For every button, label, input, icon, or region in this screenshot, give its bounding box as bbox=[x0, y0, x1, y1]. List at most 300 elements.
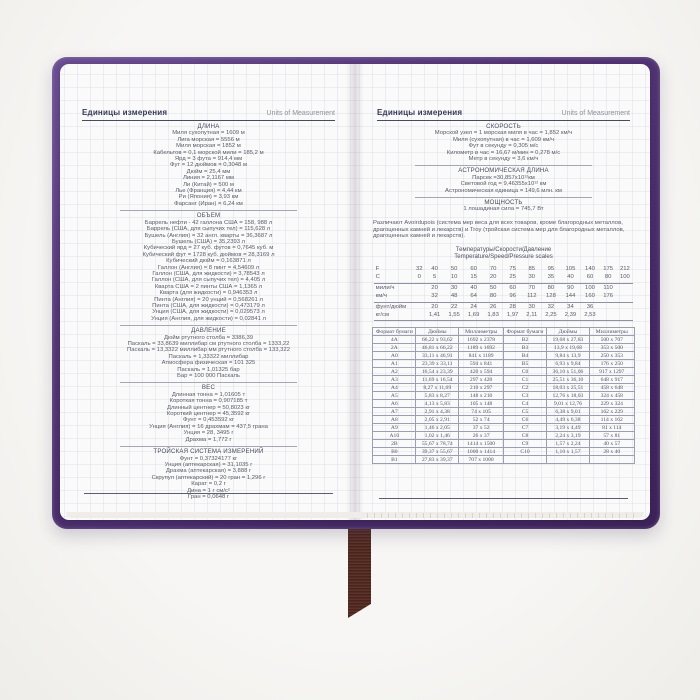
conversion-line: Миля сухопутная = 1609 м bbox=[172, 130, 245, 137]
paper-table-cell: B4 bbox=[503, 352, 546, 360]
conversion-line: Километр в час = 16,67 м/мин = 0,278 м/с bbox=[446, 149, 561, 156]
scales-value: 90 bbox=[567, 284, 574, 291]
paper-table-header: Формат бумаги bbox=[373, 328, 416, 336]
scales-value bbox=[616, 311, 633, 321]
conversion-line: Галлон (Англия) = 8 пинт = 4,54609 л bbox=[157, 264, 260, 271]
conversion-line: Унция (США, для жидкости) = 0,029573 л bbox=[152, 309, 265, 316]
paper-table-cell: 707 x 1000 bbox=[459, 456, 504, 464]
scales-value: 50 bbox=[489, 284, 497, 291]
conversion-line: Фут = 12 дюймов = 0,3048 м bbox=[169, 162, 248, 169]
scales-value: 36 bbox=[586, 303, 594, 310]
paper-table-cell: 420 x 594 bbox=[459, 368, 504, 376]
conversion-line: Кубический ярд = 27 куб. футов = 0,7645 куб. м bbox=[143, 245, 274, 252]
conversion-line: Морской узел = 1 морская миля в час = 1,852 км/ч bbox=[434, 130, 573, 137]
scales-value: 70 bbox=[528, 284, 536, 291]
right-page-bottom-rule bbox=[379, 498, 628, 499]
paper-table-cell: 6,38 x 9,01 bbox=[546, 408, 589, 416]
scales-value: 2,11 bbox=[522, 311, 541, 321]
paper-table-cell: 1,02 x 1,46 bbox=[416, 432, 459, 440]
conversion-line: Баррель нефти - 42 галлона США = 158, 988 л bbox=[144, 219, 273, 226]
scales-value: 35 bbox=[541, 273, 561, 283]
paper-table-cell: 1000 x 1414 bbox=[459, 448, 504, 456]
conversion-line: Фунт = 0,37324177 кг bbox=[179, 455, 238, 462]
left-page bbox=[60, 64, 355, 520]
scales-value bbox=[414, 302, 425, 311]
scales-row bbox=[374, 265, 634, 273]
conversion-line: Дюйм ртутного столба = 3386,39 bbox=[163, 334, 254, 341]
paper-table-cell: A0 bbox=[373, 352, 416, 360]
conversion-line: Астрономическая единица = 149,6 млн. км bbox=[445, 187, 562, 194]
scales-row-label: кг/см bbox=[374, 311, 414, 321]
scales-value: 1,69 bbox=[464, 311, 484, 321]
section-title: МОЩНОСТЬ bbox=[484, 199, 523, 207]
conversion-line: Линия = 2,1167 мм bbox=[183, 175, 234, 182]
conversion-line: Длинная тонна = 1,01605 т bbox=[171, 391, 246, 398]
paper-table-row bbox=[373, 408, 634, 416]
paper-table-cell: 4A bbox=[373, 336, 416, 344]
scales-value: 105 bbox=[565, 265, 576, 272]
paper-table-cell: 52 x 74 bbox=[459, 416, 504, 424]
paper-table-cell: 74 x 105 bbox=[459, 408, 504, 416]
measure-section bbox=[371, 124, 636, 162]
paper-table-cell: 66,22 x 93,62 bbox=[416, 336, 459, 344]
paper-table-cell: C0 bbox=[503, 368, 546, 376]
paper-table-cell: A1 bbox=[373, 360, 416, 368]
scales-row bbox=[374, 302, 634, 311]
paper-table-cell: A4 bbox=[373, 384, 416, 392]
paper-table-cell: 594 x 841 bbox=[459, 360, 504, 368]
section-divider bbox=[415, 165, 592, 166]
paper-table-cell: 39,37 x 55,67 bbox=[416, 448, 459, 456]
scales-value: 34 bbox=[567, 303, 574, 310]
conversion-line: Унция (Англия) = 16 драхмам = 437,5 грана bbox=[149, 423, 268, 430]
scales-row bbox=[374, 283, 634, 292]
scales-value: 2,39 bbox=[561, 311, 581, 321]
scales-value: 100 bbox=[616, 273, 633, 283]
paper-table-row bbox=[373, 448, 634, 456]
paper-table-row bbox=[373, 344, 634, 352]
scales-row-label: C bbox=[374, 273, 414, 283]
scales-heading-en: Temperature/Speed/Pressure scales bbox=[454, 252, 553, 260]
conversion-line: Лига морская = 5556 м bbox=[177, 136, 240, 143]
paper-table-row bbox=[373, 360, 634, 368]
paper-table-cell: 917 x 1297 bbox=[589, 368, 634, 376]
measure-section bbox=[371, 200, 636, 213]
paper-table-cell: 81 x 114 bbox=[589, 424, 634, 432]
conversion-line: Унция = 28, 3495 г bbox=[183, 430, 234, 437]
scales-value bbox=[616, 292, 633, 302]
scales-value: 40 bbox=[470, 284, 477, 291]
left-page-title-en: Units of Measurement bbox=[266, 110, 335, 117]
paper-table-header: Миллиметры bbox=[459, 328, 504, 336]
paper-table-cell: 4,49 x 6,38 bbox=[546, 416, 589, 424]
paper-table-cell bbox=[503, 456, 546, 464]
conversion-line: Парсек =30,857x10¹²км bbox=[472, 174, 535, 181]
scales-value: 15 bbox=[464, 273, 484, 283]
scales-value: 144 bbox=[561, 292, 581, 302]
scales-value: 30 bbox=[522, 273, 541, 283]
conversion-line: Кабельтов = 0,1 морской мили = 185,2 м bbox=[153, 149, 264, 156]
paper-table-header-row bbox=[373, 328, 634, 336]
conversion-line: Паскаль = 1,33322 миллибар bbox=[168, 353, 249, 360]
scales-value: 32 bbox=[547, 303, 555, 310]
paper-table-cell: A8 bbox=[373, 416, 416, 424]
conversion-line: Дюйм = 25,4 мм bbox=[186, 168, 231, 175]
scales-value: 1,97 bbox=[503, 311, 523, 321]
conversion-line: Дина = 1 г см/с² bbox=[187, 487, 230, 494]
right-page-content bbox=[371, 124, 636, 464]
scales-value: 75 bbox=[509, 265, 516, 272]
conversion-line: Метр в секунду = 3,6 км/ч bbox=[468, 156, 539, 163]
paper-table-cell: A6 bbox=[373, 400, 416, 408]
paper-table-cell: 13,9 x 19,68 bbox=[546, 344, 589, 352]
paper-table-cell: 57 x 81 bbox=[589, 432, 634, 440]
paper-table-cell: 37 x 52 bbox=[459, 424, 504, 432]
right-page bbox=[355, 64, 650, 520]
scales-value bbox=[616, 283, 633, 292]
paper-table-cell: 18,03 x 25,51 bbox=[546, 384, 589, 392]
scales-value: 176 bbox=[600, 292, 617, 302]
scales-row bbox=[374, 311, 634, 321]
paper-table-cell: 2,05 x 2,91 bbox=[416, 416, 459, 424]
paper-table-header: Дюймы bbox=[546, 328, 589, 336]
paper-table-cell: 55,67 x 78,74 bbox=[416, 440, 459, 448]
scales-value bbox=[414, 283, 425, 292]
paper-table-header: Дюймы bbox=[416, 328, 459, 336]
scales-value: 60 bbox=[470, 265, 477, 272]
left-page-title-ru: Единицы измерения bbox=[82, 108, 168, 117]
paper-table-cell: 23,39 x 33,11 bbox=[416, 360, 459, 368]
scales-row-label: F bbox=[375, 265, 380, 272]
scales-value: 0 bbox=[414, 273, 425, 283]
paper-table-cell: 162 x 229 bbox=[589, 408, 634, 416]
section-divider bbox=[120, 446, 297, 447]
scales-value: 48 bbox=[444, 292, 464, 302]
conversion-line: Бушель (Англия) = 32 англ. кварты = 36,3687 л bbox=[144, 232, 273, 239]
scales-row-label: км/ч bbox=[374, 292, 414, 302]
section-title: ОБЪЕМ bbox=[196, 212, 221, 220]
paper-table-cell: A5 bbox=[373, 392, 416, 400]
paper-table-row bbox=[373, 392, 634, 400]
paper-table-cell bbox=[546, 456, 589, 464]
scales-value: 26 bbox=[489, 303, 497, 310]
paper-table-cell: 40 x 57 bbox=[589, 440, 634, 448]
conversion-line: Ли (Китай) = 500 м bbox=[183, 181, 234, 188]
paper-table-cell: A10 bbox=[373, 432, 416, 440]
right-page-title-ru: Единицы измерения bbox=[377, 108, 463, 117]
paper-table-cell: 176 x 250 bbox=[589, 360, 634, 368]
scales-value: 112 bbox=[522, 292, 541, 302]
paper-table-cell: C3 bbox=[503, 392, 546, 400]
section-title: АСТРОНОМИЧЕСКАЯ ДЛИНА bbox=[458, 167, 549, 175]
conversion-line: Лье (Франция) = 4,44 км bbox=[175, 188, 242, 195]
paper-table-cell: 2B bbox=[373, 440, 416, 448]
scales-value: 50 bbox=[450, 265, 458, 272]
conversion-line: Пинта (США, для жидкости) = 0,473179 л bbox=[152, 302, 265, 309]
conversion-line: Ри (Япония) = 3,93 км bbox=[178, 194, 239, 201]
section-title: ДАВЛЕНИЕ bbox=[191, 327, 226, 335]
conversion-line: Кварта (для жидкости) = 0,946353 л bbox=[159, 290, 258, 297]
scales-value: 1,55 bbox=[444, 311, 464, 321]
paper-table-cell: 27,83 x 39,37 bbox=[416, 456, 459, 464]
paper-table-cell: 114 x 162 bbox=[589, 416, 634, 424]
left-page-bottom-rule bbox=[84, 493, 333, 494]
paper-table-row bbox=[373, 456, 634, 464]
scales-value: 110 bbox=[603, 284, 613, 291]
paper-table-cell: 8,27 x 11,69 bbox=[416, 384, 459, 392]
scales-value: 40 bbox=[431, 265, 438, 272]
scales-value: 64 bbox=[464, 292, 484, 302]
paper-table-cell: 12,76 x 18,03 bbox=[546, 392, 589, 400]
scales-value: 30 bbox=[528, 303, 536, 310]
scales-value: 80 bbox=[483, 292, 503, 302]
scales-value: 128 bbox=[541, 292, 561, 302]
paper-table-row bbox=[373, 424, 634, 432]
conversion-line: Драхма (аптекарская) = 3,888 г bbox=[165, 468, 252, 475]
scales-value bbox=[600, 302, 617, 311]
paper-table-cell: 25,51 x 36,10 bbox=[546, 376, 589, 384]
measure-section bbox=[76, 328, 341, 379]
conversion-line: 1 лошадиная сила = 745,7 Вт bbox=[463, 206, 544, 213]
scales-row bbox=[374, 292, 634, 302]
scales-value: 5 bbox=[425, 273, 445, 283]
paper-table-cell: 1414 x 1500 bbox=[459, 440, 504, 448]
paper-table-cell: 1189 x 1692 bbox=[459, 344, 504, 352]
right-page-header bbox=[377, 108, 630, 121]
paper-table-cell: 2A bbox=[373, 344, 416, 352]
page-edge-ruler bbox=[367, 513, 638, 518]
scales-value: 28 bbox=[509, 303, 516, 310]
scales-value: 160 bbox=[580, 292, 600, 302]
conversion-line: Паскаль = 33,8639 миллибар см ртутного столба = 1333,22 bbox=[127, 341, 290, 347]
notebook-purple-cover bbox=[52, 57, 660, 529]
paper-table-row bbox=[373, 440, 634, 448]
paper-table-cell: 19,68 x 27,83 bbox=[546, 336, 589, 344]
conversion-line: Световой год = 9,46355x10¹² км bbox=[460, 181, 547, 188]
paper-table-cell: 1,10 x 1,57 bbox=[546, 448, 589, 456]
scales-value: 20 bbox=[431, 303, 438, 310]
conversion-line: Галлон (США, для жидкости) = 3,78543 л bbox=[152, 270, 265, 277]
paper-table-row bbox=[373, 384, 634, 392]
paper-formats-table bbox=[372, 327, 634, 464]
scales-value: 24 bbox=[470, 303, 477, 310]
paper-table-cell: B0 bbox=[373, 448, 416, 456]
paper-table-cell: 36,10 x 51,06 bbox=[546, 368, 589, 376]
scales-value: 2,25 bbox=[541, 311, 561, 321]
paper-table-row bbox=[373, 352, 634, 360]
paper-table-cell: 9,84 x 13,9 bbox=[546, 352, 589, 360]
paper-table-cell bbox=[589, 456, 634, 464]
scales-value: 96 bbox=[503, 292, 523, 302]
conversion-line: Атмосфера физическая = 101 325 bbox=[161, 360, 256, 367]
paper-table-cell: 26 x 37 bbox=[459, 432, 504, 440]
paper-table-cell: A2 bbox=[373, 368, 416, 376]
scales-value: 85 bbox=[528, 265, 536, 272]
paper-table-cell: 5,83 x 8,27 bbox=[416, 392, 459, 400]
conversion-line: Фут в секунду = 0,305 м/с bbox=[468, 143, 539, 150]
measure-section bbox=[76, 213, 341, 322]
paper-table-cell: 16,54 x 23,39 bbox=[416, 368, 459, 376]
scales-value: 20 bbox=[431, 284, 438, 291]
conversion-line: Унция (аптекарская) = 31,1035 г bbox=[164, 461, 253, 468]
open-page-spread bbox=[60, 64, 650, 520]
paper-table-cell: C8 bbox=[503, 432, 546, 440]
conversion-line: Фунт = 0,453592 кг bbox=[182, 417, 235, 424]
conversion-line: Паскаль = 1,01325 бар bbox=[177, 366, 240, 373]
conversion-line: Короткий центнер = 45,3592 кг bbox=[166, 411, 251, 418]
paper-table-cell: 4,13 x 5,83 bbox=[416, 400, 459, 408]
section-divider bbox=[120, 382, 297, 383]
section-title: ВЕС bbox=[201, 384, 216, 392]
scales-row-label: фунт/дюйм bbox=[375, 303, 407, 310]
paper-table-cell: A9 bbox=[373, 424, 416, 432]
measure-section bbox=[76, 385, 341, 443]
scales-value: 70 bbox=[489, 265, 497, 272]
paper-table-row bbox=[373, 376, 634, 384]
paper-table-cell: 9,01 x 12,76 bbox=[546, 400, 589, 408]
paper-table-cell: 297 x 420 bbox=[459, 376, 504, 384]
conversion-line: Миля морская = 1852 м bbox=[176, 143, 241, 150]
conversion-line: Кубический дюйм = 0,163871 л bbox=[166, 258, 251, 265]
paper-table-header: Формат бумаги bbox=[503, 328, 546, 336]
paper-table-row bbox=[373, 432, 634, 440]
conversion-line: Короткая тонна = 0,907185 т bbox=[169, 398, 248, 405]
paper-table-cell: A3 bbox=[373, 376, 416, 384]
paper-table-cell: 11,69 x 16,54 bbox=[416, 376, 459, 384]
conversion-line: Длинный центнер = 50,8023 кг bbox=[166, 404, 251, 411]
paper-table-cell: 148 x 210 bbox=[459, 392, 504, 400]
measure-section bbox=[76, 124, 341, 207]
right-page-title-en: Units of Measurement bbox=[561, 110, 630, 117]
paper-table-cell: C10 bbox=[503, 448, 546, 456]
scales-value: 32 bbox=[415, 265, 423, 272]
scales-value: 175 bbox=[603, 265, 614, 272]
scales-value: 10 bbox=[444, 273, 464, 283]
paper-table-cell: 353 x 500 bbox=[589, 344, 634, 352]
paper-table-cell: 250 x 353 bbox=[589, 352, 634, 360]
conversion-line: Скрупул (аптекарский) = 20 гран = 1,296 г bbox=[151, 474, 266, 481]
scales-value: 20 bbox=[483, 273, 503, 283]
paper-table-cell: 1,46 x 2,05 bbox=[416, 424, 459, 432]
conversion-line: Миля (сухопутная) в час = 1,609 км/ч bbox=[452, 136, 555, 143]
conversion-line: Ярд = 3 фута = 914,4 мм bbox=[174, 156, 243, 163]
section-title: СКОРОСТЬ bbox=[486, 123, 521, 130]
conversion-line: Унция (Англия, для жидкости) = 0,02841 л bbox=[151, 315, 266, 322]
paper-table-cell: B5 bbox=[503, 360, 546, 368]
paper-table-cell: 324 x 458 bbox=[589, 392, 634, 400]
scales-value: 140 bbox=[585, 265, 595, 272]
scales-heading bbox=[371, 246, 636, 260]
paper-table-cell: C6 bbox=[503, 416, 546, 424]
scales-value bbox=[616, 302, 633, 311]
scales-value: 2,53 bbox=[580, 311, 600, 321]
conversion-line: Гран = 0,0648 г bbox=[187, 493, 230, 500]
paper-table-cell: C2 bbox=[503, 384, 546, 392]
paper-table-cell: 500 x 707 bbox=[589, 336, 634, 344]
paper-table-cell: 2,24 x 3,19 bbox=[546, 432, 589, 440]
paper-table-cell: B1 bbox=[373, 456, 416, 464]
paper-table-row bbox=[373, 336, 634, 344]
left-page-content bbox=[76, 124, 341, 500]
scales-value: 32 bbox=[425, 292, 445, 302]
section-divider bbox=[120, 210, 297, 211]
paper-table-cell: 1,57 x 2,24 bbox=[546, 440, 589, 448]
section-divider bbox=[120, 325, 297, 326]
left-page-header bbox=[82, 108, 335, 121]
scales-row-label: мили/ч bbox=[375, 284, 395, 291]
paper-table-cell: B3 bbox=[503, 344, 546, 352]
paper-table-cell: 6,93 x 9,84 bbox=[546, 360, 589, 368]
paper-table-cell: B2 bbox=[503, 336, 546, 344]
scales-value: 60 bbox=[580, 273, 600, 283]
paper-table-header: Миллиметры bbox=[589, 328, 634, 336]
conversion-line: Карат = 0,2 г bbox=[191, 481, 226, 488]
paper-table-cell: 3,19 x 4,49 bbox=[546, 424, 589, 432]
section-title: ТРОЙСКАЯ СИСТЕМА ИЗМЕРЕНИЙ bbox=[153, 448, 264, 456]
paper-table-cell: 1692 x 2378 bbox=[459, 336, 504, 344]
paper-table-cell: C1 bbox=[503, 376, 546, 384]
scales-value: 22 bbox=[450, 303, 458, 310]
conversion-line: Пинта (Англия) = 20 унций = 0,568261 л bbox=[154, 296, 263, 303]
scales-value: 1,41 bbox=[425, 311, 445, 321]
scales-value bbox=[414, 292, 425, 302]
paper-table-cell: 648 x 917 bbox=[589, 376, 634, 384]
scales-value: 25 bbox=[503, 273, 523, 283]
paper-table-cell: 229 x 324 bbox=[589, 400, 634, 408]
paper-table-cell: C4 bbox=[503, 400, 546, 408]
conversion-line: Бушель (США) = 35,2393 л bbox=[171, 238, 246, 245]
paper-table-cell: A7 bbox=[373, 408, 416, 416]
paper-table-cell: 210 x 297 bbox=[459, 384, 504, 392]
page-gutter-shadow bbox=[346, 64, 364, 520]
scales-value bbox=[600, 311, 617, 321]
paper-table-row bbox=[373, 416, 634, 424]
scales-row bbox=[374, 273, 634, 283]
paper-table-cell: 458 x 648 bbox=[589, 384, 634, 392]
conversion-line: Баррель (США, для сыпучих тел) = 115,628 л bbox=[146, 226, 271, 233]
right-page-sections bbox=[371, 124, 636, 213]
conversion-line: Фарсанг (Иран) = 6,24 км bbox=[174, 200, 243, 207]
scales-heading-ru: Температуры/Скорости/Давление bbox=[455, 245, 552, 253]
scales-value: 80 bbox=[600, 273, 617, 283]
paper-table-cell: 33,11 x 46,91 bbox=[416, 352, 459, 360]
conversion-line: Бар = 100 000 Паскаль bbox=[176, 373, 240, 380]
scales-value: 30 bbox=[450, 284, 458, 291]
section-divider bbox=[415, 197, 592, 198]
paper-table-cell: C5 bbox=[503, 408, 546, 416]
paper-table-cell: 28 x 40 bbox=[589, 448, 634, 456]
scales-value: 60 bbox=[509, 284, 516, 291]
measure-section bbox=[371, 168, 636, 194]
paper-table-cell: 105 x 148 bbox=[459, 400, 504, 408]
scales-value: 212 bbox=[619, 265, 630, 272]
conversion-line: Кубический фут = 1728 куб. дюймов = 28,3169 л bbox=[142, 251, 275, 258]
conversion-line: Кварта США = 2 пинты США = 1,1365 л bbox=[154, 283, 263, 290]
scales-value bbox=[414, 311, 425, 321]
conversion-line: Драхма = 1,772 г bbox=[185, 436, 232, 443]
paper-table-cell: 2,91 x 4,38 bbox=[416, 408, 459, 416]
conversion-line: Галлон (США, для сыпучих тел) = 4,405 л bbox=[151, 277, 266, 284]
paper-table-row bbox=[373, 368, 634, 376]
paper-table-row bbox=[373, 400, 634, 408]
scales-value: 80 bbox=[547, 284, 555, 291]
section-title: ДЛИНА bbox=[197, 123, 220, 130]
scales-value: 95 bbox=[547, 265, 555, 272]
paper-table-cell: 841 x 1189 bbox=[459, 352, 504, 360]
conversion-line: Паскаль = 13,3322 миллибар мм ртутного столба = 133,322 bbox=[127, 347, 290, 354]
paper-table-cell: C9 bbox=[503, 440, 546, 448]
scales-value: 1,83 bbox=[483, 311, 503, 321]
